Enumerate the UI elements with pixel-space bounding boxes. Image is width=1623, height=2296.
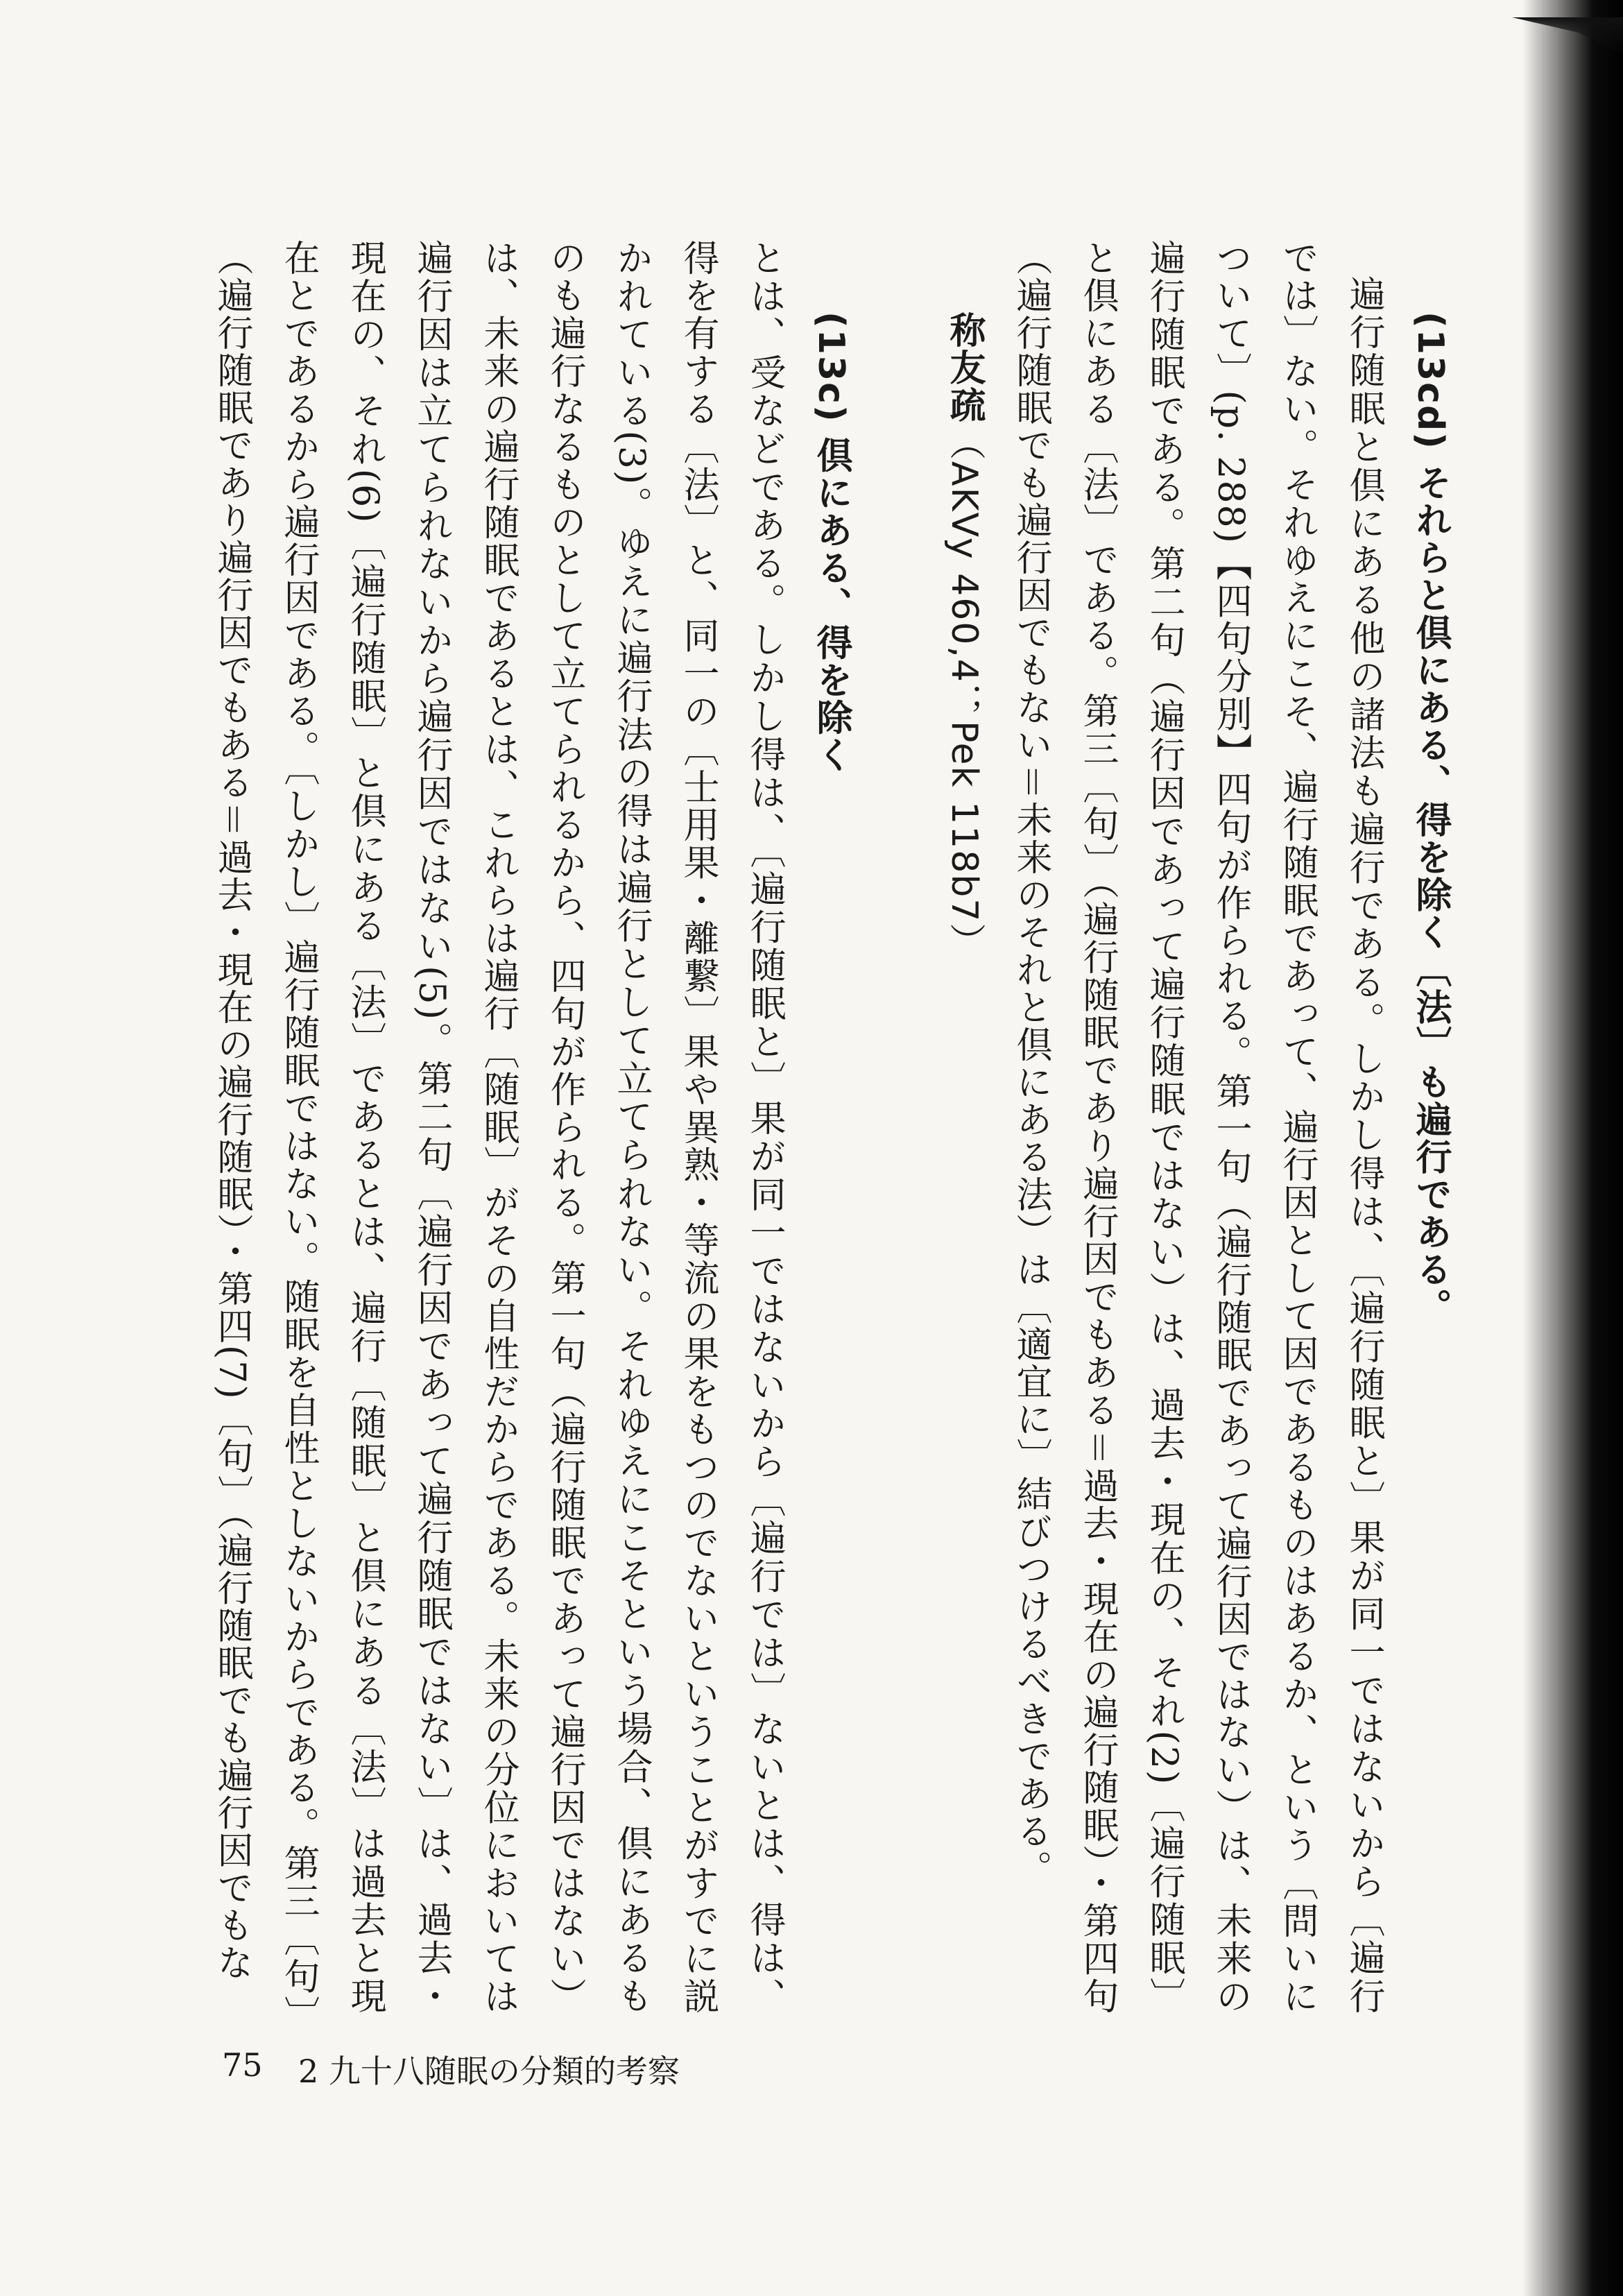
vertical-text-block: [201, 239, 1463, 2015]
section-13cd-heading: (13cd) それらと倶にある、得を除く〔法〕も遍行である。: [1409, 311, 1451, 1326]
commentary-source: （AKVy 460,4；Pek 118b7）: [943, 424, 985, 961]
page-footer: [222, 2046, 1054, 2088]
section-13c-heading: (13c) 倶にある、得を除く: [810, 311, 852, 774]
running-title: 2 九十八随眠の分類的考察: [298, 2053, 680, 2090]
page-number: 75: [222, 2046, 263, 2084]
commentary-heading: [931, 239, 997, 2015]
section-13c-body: とは、受などである。しかし得は、〔遍行随眠と〕果が同一ではないから〔遍行では〕ないとは、得は、得を有する〔法〕と、同一の〔士用果・離繋〕果や異熟・等流の果をもつのでないということがすでに説かれている(3)。ゆえに遍行法の得は遍行として立てられない。それゆえにこそという場合、倶にあるものも遍行なるものとして立てられるから、四句が作られる。第一句（遍行随眠であって遍行因ではない）は、未来の遍行随眠であるとは、これらは遍行〔随眠〕がその自性だからである。未来の分位においては遍行因は立てられないから遍行因ではない(5)。第二句〔遍行因であって遍行随眠ではない〕は、過去・現在の、それ(6)〔遍行随眠〕と倶にある〔法〕であるとは、遍行〔随眠〕と倶にある〔法〕は過去と現在とであるから遍行因である。〔しかし〕遍行随眠ではない。随眠を自性としないからである。第三〔句〕（遍行随眠であり遍行因でもある＝過去・現在の遍行随眠）・第四(7)〔句〕（遍行随眠でも遍行因でもな: [211, 239, 785, 2016]
section-13cd-body: 遍行随眠と倶にある他の諸法も遍行である。しかし得は、〔遍行随眠と〕果が同一ではないから〔遍行では〕ない。それゆえにこそ、遍行随眠であって、遍行因として因であるものはあるか、という〔問いについて〕(p. 288)【四句分別】四句が作られる。第一句（遍行随眠であって遍行因ではない）は、未来の遍行随眠である。第二句（遍行因であって遍行随眠ではない）は、過去・現在の、それ(2)〔遍行随眠〕と倶にある〔法〕である。第三〔句〕（遍行随眠であり遍行因でもある＝過去・現在の遍行随眠）・第四句（遍行随眠でも遍行因でもない＝未来のそれと倶にある法）は〔適宜に〕結びつけるべきである。: [1010, 239, 1384, 2016]
scan-binding-edge: [1522, 0, 1623, 2296]
commentary-title: 称友疏: [943, 311, 985, 424]
